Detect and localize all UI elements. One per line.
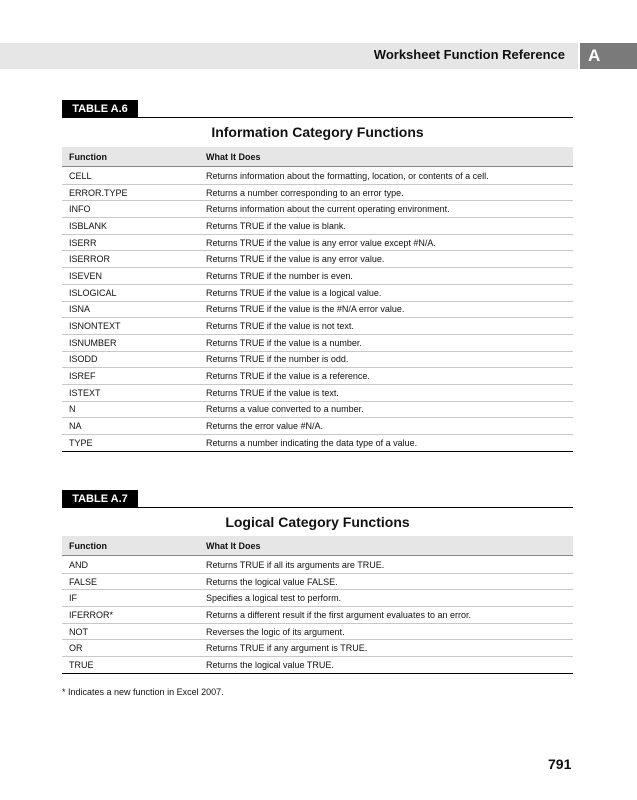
function-description: Returns a number indicating the data type of a value.: [206, 437, 418, 448]
function-name: ISEVEN: [69, 270, 103, 281]
table-a6: [62, 100, 573, 460]
function-name: AND: [69, 559, 89, 570]
page-number: 791: [548, 756, 572, 772]
table-row: [62, 418, 573, 435]
table-a6-rows: [62, 168, 573, 452]
table-row: [62, 318, 573, 335]
function-name: TRUE: [69, 659, 94, 670]
function-name: ISNONTEXT: [69, 321, 121, 332]
table-row: [62, 590, 573, 607]
function-name: ERROR.TYPE: [69, 187, 128, 198]
function-description: Returns TRUE if the number is even.: [206, 270, 353, 281]
function-name: IF: [69, 593, 77, 604]
table-a7-col-description: What It Does: [206, 540, 261, 551]
table-a7-rows: [62, 557, 573, 674]
table-row: [62, 557, 573, 574]
function-description: Returns TRUE if the value is any error value except #N/A.: [206, 237, 436, 248]
table-a7-label: TABLE A.7: [62, 490, 138, 508]
function-description: Returns a number corresponding to an error type.: [206, 187, 404, 198]
function-description: Returns TRUE if the value is text.: [206, 387, 339, 398]
table-row: [62, 201, 573, 218]
function-description: Returns the error value #N/A.: [206, 421, 324, 432]
function-description: Specifies a logical test to perform.: [206, 593, 342, 604]
table-a7-rule: [138, 507, 573, 508]
function-description: Returns TRUE if the value is a logical value.: [206, 287, 382, 298]
function-description: Returns TRUE if the value is any error value.: [206, 254, 385, 265]
table-row: [62, 302, 573, 319]
function-description: Returns TRUE if any argument is TRUE.: [206, 643, 368, 654]
function-name: ISODD: [69, 354, 98, 365]
function-description: Returns TRUE if the value is the #N/A error value.: [206, 304, 405, 315]
function-name: FALSE: [69, 576, 98, 587]
table-row: [62, 624, 573, 641]
table-a7-col-function: Function: [69, 540, 107, 551]
table-row: [62, 235, 573, 252]
function-description: Returns TRUE if all its arguments are TRUE.: [206, 559, 385, 570]
function-name: INFO: [69, 204, 91, 215]
table-a7-header-row: [62, 536, 573, 556]
function-description: Returns information about the formatting, location, or contents of a cell.: [206, 170, 489, 181]
table-row: [62, 657, 573, 674]
footnote: * Indicates a new function in Excel 2007.: [62, 687, 224, 697]
table-row: [62, 185, 573, 202]
function-name: ISERR: [69, 237, 97, 248]
table-a6-title: Information Category Functions: [211, 124, 424, 140]
function-name: ISTEXT: [69, 387, 101, 398]
table-row: [62, 640, 573, 657]
table-row: [62, 402, 573, 419]
function-name: ISREF: [69, 371, 96, 382]
running-header-title: Worksheet Function Reference: [373, 47, 565, 62]
function-description: Returns a value converted to a number.: [206, 404, 364, 415]
function-name: IFERROR*: [69, 609, 114, 620]
function-name: TYPE: [69, 437, 93, 448]
function-description: Returns the logical value TRUE.: [206, 659, 334, 670]
function-name: ISBLANK: [69, 220, 108, 231]
table-row: [62, 285, 573, 302]
chapter-tab: A: [580, 43, 637, 69]
function-description: Returns a different result if the first argument evaluates to an error.: [206, 609, 471, 620]
table-row: [62, 574, 573, 591]
function-description: Returns TRUE if the value is a reference.: [206, 371, 370, 382]
function-name: ISERROR: [69, 254, 111, 265]
function-name: NA: [69, 421, 82, 432]
function-description: Returns TRUE if the value is not text.: [206, 321, 354, 332]
table-row: [62, 251, 573, 268]
function-description: Reverses the logic of its argument.: [206, 626, 345, 637]
table-row: [62, 352, 573, 369]
function-name: CELL: [69, 170, 92, 181]
function-description: Returns information about the current operating environment.: [206, 204, 450, 215]
table-a6-label: TABLE A.6: [62, 100, 138, 118]
function-name: ISNUMBER: [69, 337, 117, 348]
table-a6-header-row: [62, 147, 573, 167]
function-name: ISNA: [69, 304, 91, 315]
function-name: N: [69, 404, 76, 415]
table-row: [62, 435, 573, 452]
table-a6-rule: [138, 117, 573, 118]
table-row: [62, 385, 573, 402]
table-row: [62, 335, 573, 352]
table-a6-col-function: Function: [69, 151, 107, 162]
function-name: NOT: [69, 626, 88, 637]
table-row: [62, 268, 573, 285]
table-row: [62, 218, 573, 235]
table-a6-col-description: What It Does: [206, 151, 261, 162]
table-row: [62, 368, 573, 385]
table-a7-title: Logical Category Functions: [225, 514, 410, 530]
function-description: Returns TRUE if the value is blank.: [206, 220, 346, 231]
function-name: ISLOGICAL: [69, 287, 117, 298]
table-row: [62, 168, 573, 185]
function-description: Returns TRUE if the value is a number.: [206, 337, 362, 348]
table-a7: [62, 490, 573, 680]
function-name: OR: [69, 643, 83, 654]
function-description: Returns TRUE if the number is odd.: [206, 354, 349, 365]
table-row: [62, 607, 573, 624]
function-description: Returns the logical value FALSE.: [206, 576, 338, 587]
